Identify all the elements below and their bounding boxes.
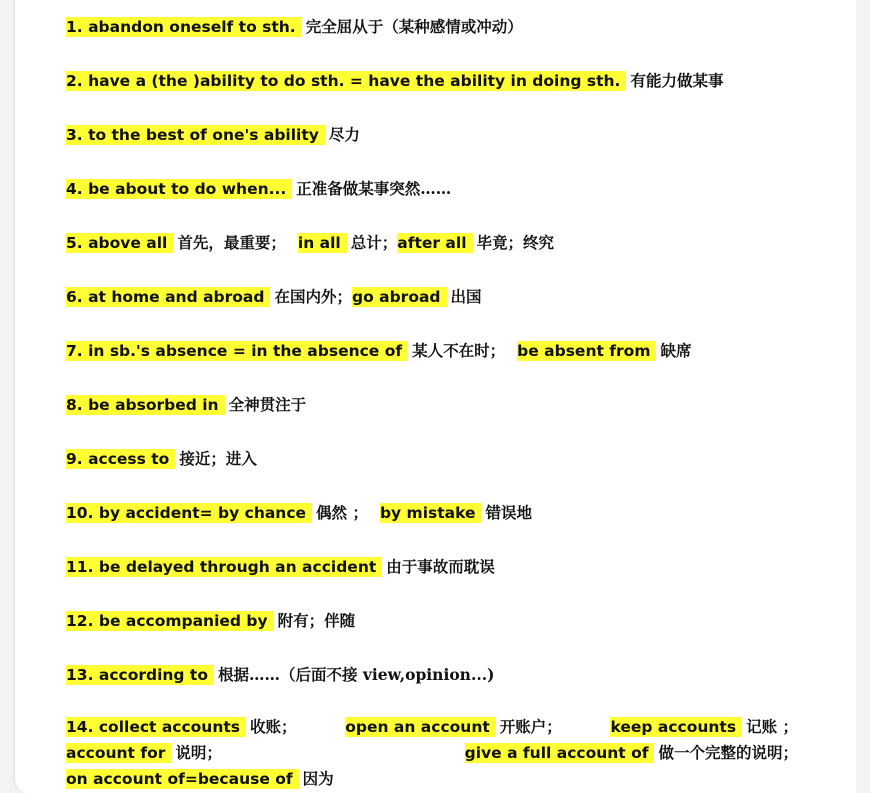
entry-6-chinese-2: 出国 (450, 287, 482, 306)
entry-12-chinese: 附有；伴随 (277, 611, 356, 630)
entry-14-english-5: give a full account of (465, 743, 655, 763)
entry-5-english: 5. above all (66, 233, 173, 253)
entry-5-english-3: after all (397, 233, 472, 253)
entry-1 (66, 15, 523, 39)
entry-5-chinese-2: 总计； (350, 233, 398, 252)
entry-14-line-3 (66, 767, 334, 791)
entry-6-chinese: 在国内外； (274, 287, 352, 306)
entry-6-english: 6. at home and abroad (66, 287, 270, 307)
entry-14-chinese-2: 开账户； (499, 717, 562, 736)
entry-14-chinese-5: 做一个完整的说明； (658, 743, 798, 762)
entry-5-chinese-3: 毕竟；终究 (476, 233, 555, 252)
entry-11-english: 11. be delayed through an accident (66, 557, 382, 577)
entry-7 (66, 339, 691, 363)
entry-14-chinese-4: 说明； (175, 743, 222, 762)
entry-3 (66, 123, 360, 147)
entry-14-english-4: account for (66, 743, 171, 763)
entry-7-english-2: be absent from (517, 341, 656, 361)
entry-13-chinese: 根据……（后面不接 view,opinion...) (217, 665, 495, 684)
entry-12 (66, 609, 355, 633)
scrollbar-track[interactable] (856, 0, 870, 793)
entry-13-english: 13. according to (66, 665, 214, 685)
entry-14-line-2 (66, 741, 798, 765)
entry-2 (66, 69, 723, 93)
document-page (14, 0, 858, 793)
entry-7-english: 7. in sb.'s absence = in the absence of (66, 341, 408, 361)
entry-12-english: 12. be accompanied by (66, 611, 274, 631)
entry-10 (66, 501, 532, 525)
entry-14-chinese-3: 记账 ； (746, 717, 798, 736)
entry-14-english-3: keep accounts (610, 717, 742, 737)
entry-11 (66, 555, 495, 579)
entry-5-chinese: 首先，最重要； (177, 233, 286, 252)
entry-8 (66, 393, 306, 417)
entry-10-chinese: 偶然 ； (316, 503, 368, 522)
entry-14-line-1 (66, 715, 798, 739)
entry-14-english-2: open an account (345, 717, 496, 737)
entry-7-chinese-2: 缺席 (660, 341, 692, 360)
entry-13 (66, 663, 494, 687)
entry-9-english: 9. access to (66, 449, 175, 469)
entry-3-chinese: 尽力 (328, 125, 360, 144)
entry-14-chinese: 收账； (250, 717, 297, 736)
entry-4 (66, 177, 451, 201)
entry-10-chinese-2: 错误地 (485, 503, 533, 522)
entry-5-english-2: in all (298, 233, 347, 253)
entry-9-chinese: 接近；进入 (179, 449, 257, 468)
entry-9 (66, 447, 257, 471)
entry-2-english: 2. have a (the )ability to do sth. = have the ability in doing sth. (66, 71, 626, 91)
entry-4-chinese: 正准备做某事突然…… (296, 179, 452, 198)
entry-14-chinese-6: 因为 (302, 769, 334, 788)
entry-8-chinese: 全神贯注于 (228, 395, 307, 414)
entry-1-english: 1. abandon oneself to sth. (66, 17, 302, 37)
entry-2-chinese: 有能力做某事 (630, 71, 724, 90)
entry-6 (66, 285, 482, 309)
entry-6-english-2: go abroad (352, 287, 447, 307)
entry-3-english: 3. to the best of one's ability (66, 125, 325, 145)
entry-10-english-2: by mistake (380, 503, 482, 523)
entry-1-chinese: 完全屈从于（某种感情或冲动） (305, 17, 523, 36)
entry-4-english: 4. be about to do when... (66, 179, 292, 199)
entry-7-chinese: 某人不在时； (412, 341, 506, 360)
entry-11-chinese: 由于事故而耽误 (386, 557, 495, 576)
entry-5 (66, 231, 554, 255)
entry-14-english-6: on account of=because of (66, 769, 299, 789)
entry-10-english: 10. by accident= by chance (66, 503, 312, 523)
entry-14-english: 14. collect accounts (66, 717, 246, 737)
entry-8-english: 8. be absorbed in (66, 395, 225, 415)
